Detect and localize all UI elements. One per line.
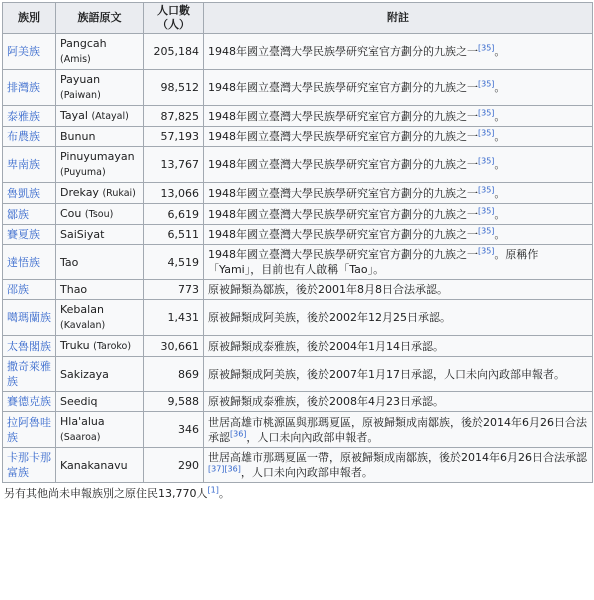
note-text: 1948年國立臺灣大學民族學研究室官方劃分的九族之一 (208, 158, 478, 171)
note-text: 世居高雄市那瑪夏區一帶，原被歸類成南鄒族，後於2014年6月26日合法承認 (208, 451, 587, 464)
tribe-cell (3, 336, 56, 357)
note-text: 1948年國立臺灣大學民族學研究室官方劃分的九族之一 (208, 228, 478, 241)
table-body (3, 34, 593, 483)
citation (478, 108, 494, 117)
original-name: Tao (60, 255, 79, 269)
tribe-link[interactable]: 魯凱族 (7, 186, 40, 200)
population-cell: 13,767 (144, 147, 204, 183)
table-footnote (2, 483, 594, 501)
original-name-alt: (Kavalan) (60, 320, 106, 331)
notes-cell (204, 147, 593, 183)
original-name: Sakizaya (60, 367, 109, 381)
tribe-cell (3, 204, 56, 225)
population-cell: 6,511 (144, 225, 204, 245)
original-name-alt: (Atayal) (91, 111, 129, 122)
tribe-cell (3, 34, 56, 70)
citation (478, 128, 494, 137)
table-row (3, 280, 593, 300)
header-tribe[interactable]: 族別 (3, 3, 56, 34)
original-name-alt: (Tsou) (84, 209, 114, 220)
tribe-cell (3, 127, 56, 147)
original-name-cell (56, 245, 144, 280)
note-tail: 。 (494, 186, 506, 200)
population-cell: 6,619 (144, 204, 204, 225)
original-name-cell (56, 106, 144, 127)
citation (478, 79, 494, 88)
table-row (3, 147, 593, 183)
reference-link[interactable]: [35] (478, 205, 495, 215)
table-row (3, 245, 593, 280)
tribe-cell (3, 412, 56, 448)
tribe-link[interactable]: 賽夏族 (7, 228, 40, 241)
header-original-name[interactable]: 族語原文 (56, 3, 144, 34)
citation (478, 226, 494, 235)
original-name: SaiSiyat (60, 228, 105, 241)
header-notes[interactable]: 附註 (204, 3, 593, 34)
original-name-cell (56, 34, 144, 70)
population-cell: 30,661 (144, 336, 204, 357)
tribe-link[interactable]: 布農族 (7, 130, 40, 143)
original-name: Cou (60, 207, 82, 220)
table-row (3, 357, 593, 392)
tribe-link[interactable]: 鄒族 (7, 207, 29, 221)
original-name-alt: (Saaroa) (60, 432, 101, 443)
note-tail: 。 (494, 109, 506, 123)
table-row (3, 183, 593, 204)
note-text: 1948年國立臺灣大學民族學研究室官方劃分的九族之一 (208, 130, 478, 143)
original-name: Kebalan (60, 303, 104, 316)
tribe-cell (3, 245, 56, 280)
tribe-link[interactable]: 泰雅族 (7, 109, 40, 123)
note-tail: 。 (494, 207, 506, 221)
note-text: 原被歸類為鄒族，後於2001年8月8日合法承認。 (208, 283, 448, 296)
notes-cell (204, 34, 593, 70)
indigenous-population-table (2, 2, 593, 483)
original-name: Truku (60, 339, 90, 352)
note-text: 原被歸類成泰雅族，後於2008年4月23日承認。 (208, 395, 444, 408)
reference-link[interactable]: [35] (478, 128, 495, 138)
citation (478, 206, 494, 215)
reference-link[interactable]: [1] (207, 485, 219, 495)
original-name: Hla'alua (60, 415, 105, 428)
note-text: 1948年國立臺灣大學民族學研究室官方劃分的九族之一 (208, 207, 478, 221)
notes-cell (204, 70, 593, 106)
original-name: Pinuyumayan (60, 150, 135, 163)
original-name-alt: (Taroko) (93, 341, 132, 352)
note-text: 原被歸類成阿美族，後於2002年12月25日承認。 (208, 311, 451, 324)
reference-link[interactable]: [35] (478, 43, 495, 53)
table-row (3, 336, 593, 357)
original-name: Bunun (60, 130, 96, 143)
tribe-cell (3, 300, 56, 336)
tribe-cell (3, 70, 56, 106)
reference-link[interactable]: [35] (478, 156, 495, 166)
population-cell: 773 (144, 280, 204, 300)
reference-link[interactable]: [36] (230, 428, 247, 438)
note-tail: ，人口未向內政部申報者。 (246, 430, 379, 444)
original-name: Seediq (60, 395, 98, 408)
citation (224, 464, 240, 473)
note-tail: 。 (494, 158, 506, 171)
header-population[interactable]: 人口數（人） (144, 3, 204, 34)
original-name-cell (56, 300, 144, 336)
tribe-cell (3, 448, 56, 483)
table-row (3, 127, 593, 147)
original-name-alt: (Paiwan) (60, 90, 101, 101)
note-text: 1948年國立臺灣大學民族學研究室官方劃分的九族之一 (208, 248, 478, 261)
tribe-cell (3, 280, 56, 300)
reference-link[interactable]: [35] (478, 107, 495, 117)
table-row (3, 204, 593, 225)
table-row (3, 412, 593, 448)
footnote-tail: 。 (218, 487, 230, 500)
population-cell: 346 (144, 412, 204, 448)
original-name-cell (56, 357, 144, 392)
reference-link[interactable]: [35] (478, 184, 495, 194)
original-name: Drekay (60, 186, 99, 199)
note-text: 原被歸類成泰雅族，後於2004年1月14日承認。 (208, 339, 444, 353)
note-tail: 。 (494, 81, 506, 94)
citation (478, 156, 494, 165)
note-text: 1948年國立臺灣大學民族學研究室官方劃分的九族之一 (208, 45, 478, 58)
notes-cell (204, 300, 593, 336)
tribe-link[interactable]: 達悟族 (7, 255, 40, 269)
original-name-cell (56, 204, 144, 225)
note-tail: 。 (494, 130, 506, 143)
tribe-link[interactable]: 卑南族 (7, 158, 40, 171)
original-name-cell (56, 225, 144, 245)
note-tail: 。 (494, 228, 506, 241)
table-row (3, 34, 593, 70)
note-text: 1948年國立臺灣大學民族學研究室官方劃分的九族之一 (208, 81, 478, 94)
note-tail: 。 (494, 45, 506, 58)
tribe-link[interactable]: 太魯閣族 (7, 339, 51, 353)
original-name-cell (56, 280, 144, 300)
notes-cell (204, 336, 593, 357)
note-text: 1948年國立臺灣大學民族學研究室官方劃分的九族之一 (208, 186, 478, 200)
tribe-cell (3, 392, 56, 412)
footnote-ref (208, 485, 219, 494)
reference-link[interactable]: [35] (478, 79, 495, 89)
population-cell: 205,184 (144, 34, 204, 70)
tribe-cell (3, 147, 56, 183)
notes-cell (204, 204, 593, 225)
citation (478, 185, 494, 194)
notes-cell (204, 183, 593, 204)
table-row (3, 106, 593, 127)
tribe-link[interactable]: 拉阿魯哇族 (7, 415, 51, 444)
tribe-link[interactable]: 噶瑪蘭族 (7, 311, 51, 324)
population-cell: 290 (144, 448, 204, 483)
population-cell: 87,825 (144, 106, 204, 127)
population-cell: 1,431 (144, 300, 204, 336)
reference-link[interactable]: [35] (478, 226, 495, 236)
tribe-cell (3, 106, 56, 127)
table-row (3, 448, 593, 483)
original-name-cell (56, 448, 144, 483)
reference-link[interactable]: [37] (208, 464, 225, 474)
original-name-cell (56, 70, 144, 106)
tribe-link[interactable]: 邵族 (7, 283, 29, 296)
original-name-cell (56, 412, 144, 448)
population-cell: 869 (144, 357, 204, 392)
tribe-link[interactable]: 排灣族 (7, 81, 40, 94)
notes-cell (204, 412, 593, 448)
original-name-cell (56, 336, 144, 357)
original-name: Pangcah (60, 37, 107, 50)
population-cell: 57,193 (144, 127, 204, 147)
original-name-alt: (Puyuma) (60, 167, 106, 178)
tribe-link[interactable]: 卡那卡那富族 (7, 451, 51, 479)
note-text: 世居高雄市桃源區與那瑪夏區，原被歸類成南鄒族，後於2014年6月26日合法承認 (208, 415, 587, 444)
tribe-link[interactable]: 賽德克族 (7, 395, 51, 408)
note-text: 原被歸類成阿美族，後於2007年1月17日承認，人口未向內政部申報者。 (208, 367, 565, 381)
tribe-cell (3, 225, 56, 245)
original-name-alt: (Rukai) (102, 188, 136, 199)
notes-cell (204, 280, 593, 300)
original-name: Kanakanavu (60, 458, 128, 472)
original-name-cell (56, 147, 144, 183)
reference-link[interactable]: [35] (478, 246, 495, 256)
population-cell: 9,588 (144, 392, 204, 412)
notes-cell (204, 448, 593, 483)
population-cell: 98,512 (144, 70, 204, 106)
tribe-link[interactable]: 撒奇萊雅族 (7, 360, 51, 388)
citation (230, 429, 246, 438)
footnote-text: 另有其他尚未申報族別之原住民13,770人 (4, 487, 208, 500)
tribe-link[interactable]: 阿美族 (7, 45, 40, 58)
reference-link[interactable]: [36] (224, 464, 241, 474)
notes-cell (204, 245, 593, 280)
notes-cell (204, 127, 593, 147)
citation (208, 464, 224, 473)
table-row (3, 70, 593, 106)
tribe-cell (3, 183, 56, 204)
table-row (3, 225, 593, 245)
citation (478, 43, 494, 52)
tribe-cell (3, 357, 56, 392)
original-name: Thao (60, 283, 88, 296)
note-tail: ，人口未向內政部申報者。 (240, 466, 373, 479)
notes-cell (204, 392, 593, 412)
table-row (3, 300, 593, 336)
original-name-cell (56, 183, 144, 204)
notes-cell (204, 106, 593, 127)
population-cell: 13,066 (144, 183, 204, 204)
population-cell: 4,519 (144, 245, 204, 280)
notes-cell (204, 357, 593, 392)
note-text: 1948年國立臺灣大學民族學研究室官方劃分的九族之一 (208, 109, 478, 123)
table-header-row (3, 3, 593, 34)
original-name: Payuan (60, 73, 101, 86)
original-name-cell (56, 392, 144, 412)
notes-cell (204, 225, 593, 245)
original-name-cell (56, 127, 144, 147)
citation (478, 246, 494, 255)
table-row (3, 392, 593, 412)
original-name-alt: (Amis) (60, 54, 91, 65)
note-tail: 。原稱作「Yami」，目前也有人啟稱「Tao」。 (208, 248, 539, 276)
original-name: Tayal (60, 109, 88, 122)
